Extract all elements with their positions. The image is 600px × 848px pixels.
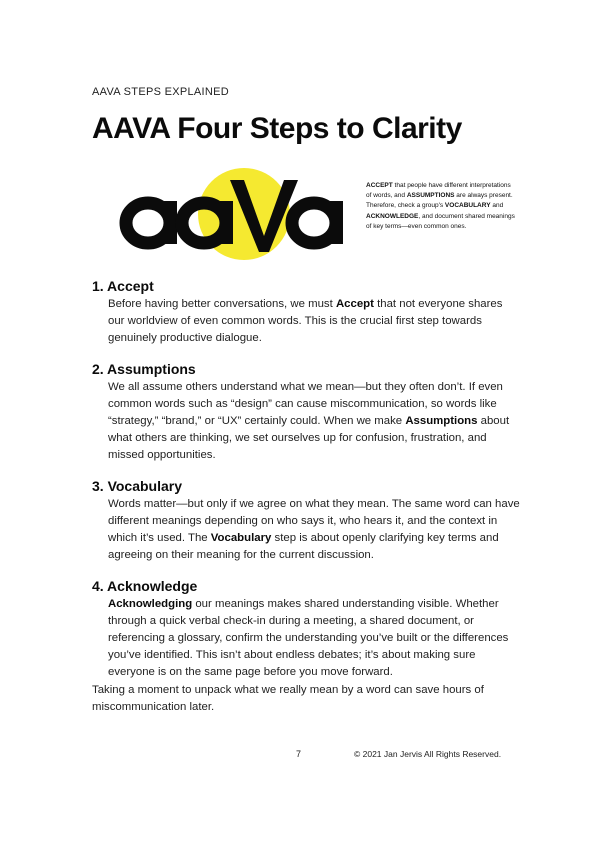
step-heading: 1. Accept (92, 278, 154, 294)
section-eyebrow: AAVA STEPS EXPLAINED (92, 86, 230, 98)
step-body: We all assume others understand what we mean—but they often don’t. If even common words such as “design” can cause miscommunication, so words like “strategy,” “brand,” or “UX” certainly could. When we make Assumptions about what others are thinking, we set ourselves up for confusion, frustration, and missed opportunities. (108, 381, 510, 461)
step-accept (92, 278, 522, 347)
aava-logo (118, 166, 358, 266)
step-heading: 4. Acknowledge (92, 578, 198, 594)
logo-caption: ACCEPT that people have different interpretations of words, and ASSUMPTIONS are always present. Therefore, check a group's VOCABULARY and ACKNOWLEDGE, and document shared meanings of key terms—even common ones. (366, 182, 515, 230)
step-heading: 2. Assumptions (92, 361, 196, 377)
logo-letter-a-3 (292, 201, 343, 244)
step-body: Words matter—but only if we agree on what they mean. The same word can have different meanings depending on who says it, who hears it, and the context in which it’s used. The Vocabulary step is about openly clarifying key terms and agreeing on their meaning for the current discussion. (108, 498, 520, 561)
step-assumptions (92, 361, 522, 464)
step-heading: 3. Vocabulary (92, 478, 183, 494)
step-vocabulary (92, 478, 522, 564)
step-body: Acknowledging our meanings makes shared understanding visible. Whether through a quick verbal check-in during a meeting, a shared document, or referencing a glossary, confirm the understanding you’ve built or the differences you’ve identified. This isn’t about endless debates; it’s about making sure everyone is on the same page before you move forward. (108, 598, 509, 678)
step-acknowledge (92, 578, 522, 681)
copyright-notice: © 2021 Jan Jervis All Rights Reserved. (354, 749, 502, 759)
aava-logo-graphic (118, 166, 358, 266)
closing-paragraph: Taking a moment to unpack what we really mean by a word can save hours of miscommunication later. (92, 684, 484, 713)
page-title: AAVA Four Steps to Clarity (92, 112, 462, 145)
logo-letter-a-1 (126, 201, 177, 244)
steps-list (92, 278, 522, 695)
page-number: 7 (296, 749, 302, 759)
step-body: Before having better conversations, we must Accept that not everyone shares our worldview of even common words. This is the crucial first step towards genuinely productive dialogue. (108, 298, 503, 344)
